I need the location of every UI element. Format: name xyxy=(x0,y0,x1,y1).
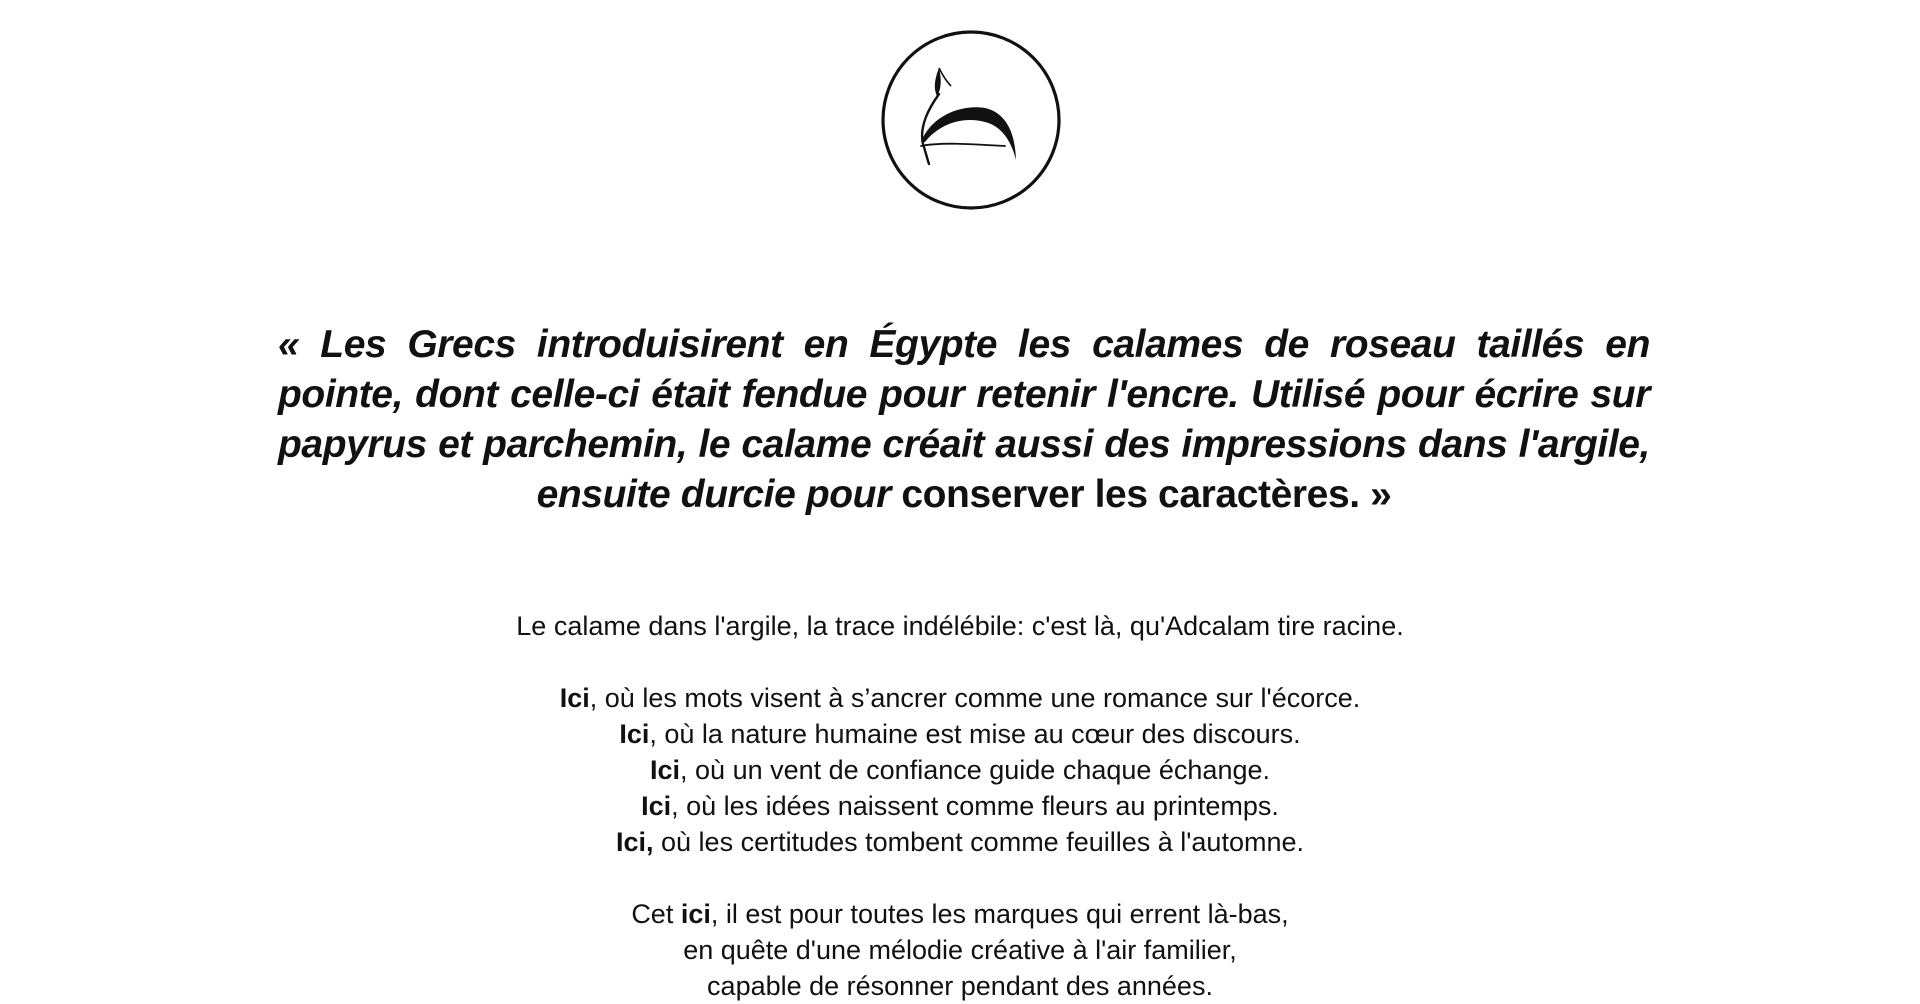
closing-line-end: , il est pour toutes les marques qui errent là-bas, xyxy=(710,899,1289,929)
closing-paragraph xyxy=(0,896,1920,1004)
quote-upright-part: conserver les caractères. » xyxy=(890,473,1392,516)
ici-line-text: , où la nature humaine est mise au cœur des discours. xyxy=(649,719,1301,749)
ici-keyword: ici xyxy=(680,899,711,929)
quill-stroke-logo-icon xyxy=(881,30,1061,210)
ici-line xyxy=(0,824,1920,860)
ici-line-text: où les certitudes tombent comme feuilles à l'automne. xyxy=(653,827,1304,857)
ici-keyword: Ici xyxy=(641,791,672,821)
closing-line: en quête d'une mélodie créative à l'air familier, xyxy=(683,935,1237,965)
ici-paragraph xyxy=(0,680,1920,860)
ici-keyword: Ici, xyxy=(615,827,654,857)
closing-line-start: Cet xyxy=(631,899,681,929)
ici-line xyxy=(0,680,1920,716)
ici-keyword: Ici xyxy=(559,683,590,713)
closing-line: capable de résonner pendant des années. xyxy=(707,971,1213,1001)
ici-line-text: , où un vent de confiance guide chaque échange. xyxy=(680,755,1270,785)
closing-line xyxy=(0,896,1920,932)
ici-line-text: , où les mots visent à s’ancrer comme une romance sur l'écorce. xyxy=(589,683,1361,713)
quote-italic-part: « Les Grecs introduisirent en Égypte les calames de roseau taillés en pointe, dont celle-ci était fendue pour retenir l'encre. Utilisé pour écrire sur papyrus et parchemin, le calame créait aussi des impressions dans l'argile, ensuite durcie pour xyxy=(278,323,1661,516)
ici-keyword: Ici xyxy=(619,719,650,749)
ici-keyword: Ici xyxy=(650,755,681,785)
ici-line xyxy=(0,752,1920,788)
ici-line-text: , où les idées naissent comme fleurs au printemps. xyxy=(671,791,1279,821)
ici-line xyxy=(0,788,1920,824)
ici-line xyxy=(0,716,1920,752)
intro-paragraph xyxy=(0,608,1920,644)
brand-logo[interactable] xyxy=(881,30,1061,210)
intro-line: Le calame dans l'argile, la trace indélébile: c'est là, qu'Adcalam tire racine. xyxy=(516,611,1404,641)
headline-quote xyxy=(278,320,1661,520)
